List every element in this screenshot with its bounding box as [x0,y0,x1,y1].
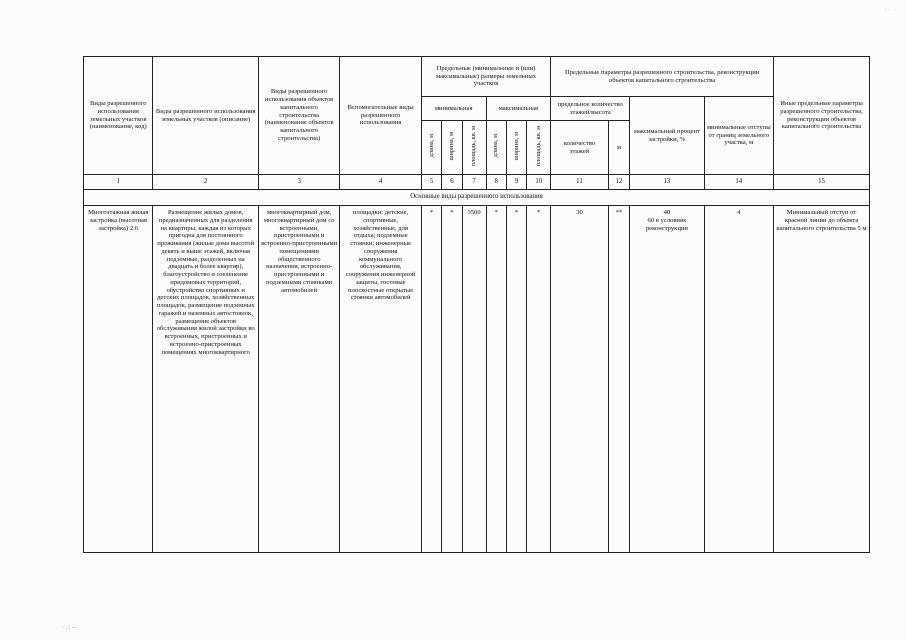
scan-footer-mark: · ∴ ··· [62,624,77,632]
cell-min-width: * [442,206,462,553]
cell-height: ** [608,206,630,553]
header-maximal: максимальная [486,97,551,121]
header-max-width: ширина, м [506,121,526,175]
header-min-length: длина, м [421,121,441,175]
header-auxiliary-uses: Вспомогательные виды разрешенного использования [340,57,421,175]
section-title: Основные виды разрешенного использования [84,190,870,206]
column-number: 9 [506,175,526,190]
cell-min-setback: 4 [704,206,773,553]
column-numbers-row [84,175,870,190]
column-number: 2 [153,175,258,190]
header-row-1 [84,57,870,97]
cell-max-area: * [527,206,551,553]
column-number: 12 [608,175,630,190]
header-max-percent: максимальный процент застройки, % [630,97,704,175]
scan-mark: ·· · [884,6,897,14]
column-number: 1 [84,175,153,190]
header-capital-objects: Виды разрешенного использования объектов капитального строительства (наименование объектов капитального строительства) [258,57,339,175]
cell-floors: 30 [551,206,609,553]
header-min-width: ширина, м [442,121,462,175]
column-number: 14 [704,175,773,190]
cell-auxiliary-uses: площадки: детские, спортивные, хозяйственные, для отдыха; подземные стоянки; инженерные сооружения коммунального обслуживания, сооружения инженерной защиты, гостевые плоскостные открытые стоянки автомобилей [340,206,421,553]
cell-use-description: Размещение жилых домов, предназначенных для разделения на квартиры, каждая из которых пригодна для постоянного проживания (жилые дома высотой девять и выше этажей, включая подземные, разделенных на двадцать и более квартир), благоустройство и озеленение придомовых территорий, обустройство спортивных и детских площадок, хозяйственных площадок, размещение подземных гаражей и наземных автостоянок, размещение объектов обслуживания жилой застройки во встроенных, пристроенных и встроенно-пристроенных помещениях многоквартирного [153,206,258,553]
cell-max-width: * [506,206,526,553]
header-max-length: длина, м [486,121,506,175]
max-percent-reconstruction: 60 в условиях реконструкции [645,216,688,232]
header-plot-size-limits: Предельные (минимальные и (или) максимальные) размеры земельных участков [421,57,550,97]
zoning-regulations-table [83,56,870,553]
header-floors-height: предельное количество этажей/высота [551,97,630,121]
header-min-setback: минимальные отступы от границ земельного участка, м [704,97,773,175]
cell-capital-objects: многоквартирный дом, многоквартирный дом со встроенными, пристроенными и встроенно-пристроенными помещениями общественного назначения, встроенно-пристроенными и подземными стоянками автомобилей [258,206,339,553]
max-percent-value: 40 [663,209,671,216]
column-number: 15 [774,175,870,190]
header-construction-parameters: Предельные параметры разрешенного строительства, реконструкции объектов капитального строительства [551,57,774,97]
column-number: 6 [442,175,462,190]
column-number: 3 [258,175,339,190]
header-minimal: минимальная [421,97,486,121]
column-number: 7 [462,175,486,190]
column-number: 4 [340,175,421,190]
cell-min-length: * [421,206,441,553]
cell-other-parameters: Минимальный отступ от красной линии до объекта капитального строительства 5 м [774,206,870,553]
header-meters: м [608,121,630,175]
header-min-area: площадь, кв. м [462,121,486,175]
header-permitted-use-name: Виды разрешенного использования земельных участков (наименование, код) [84,57,153,175]
cell-max-length: * [486,206,506,553]
cell-min-area: 3500 [462,206,486,553]
column-number: 13 [630,175,704,190]
cell-max-percent [630,206,704,553]
header-floors-count: количество этажей [551,121,609,175]
header-max-area: площадь, кв. м [527,121,551,175]
section-row [84,190,870,206]
header-permitted-use-description: Виды разрешенного использования земельных участков (описание) [153,57,258,175]
column-number: 8 [486,175,506,190]
column-number: 10 [527,175,551,190]
column-number: 11 [551,175,609,190]
cell-use-name: Многоэтажная жилая застройка (высотная застройка) 2.6 [84,206,153,553]
column-number: 5 [421,175,441,190]
header-other-parameters: Иные предельные параметры разрешенного строительства, реконструкции объектов капитального строительства [774,57,870,175]
table-row [84,206,870,553]
